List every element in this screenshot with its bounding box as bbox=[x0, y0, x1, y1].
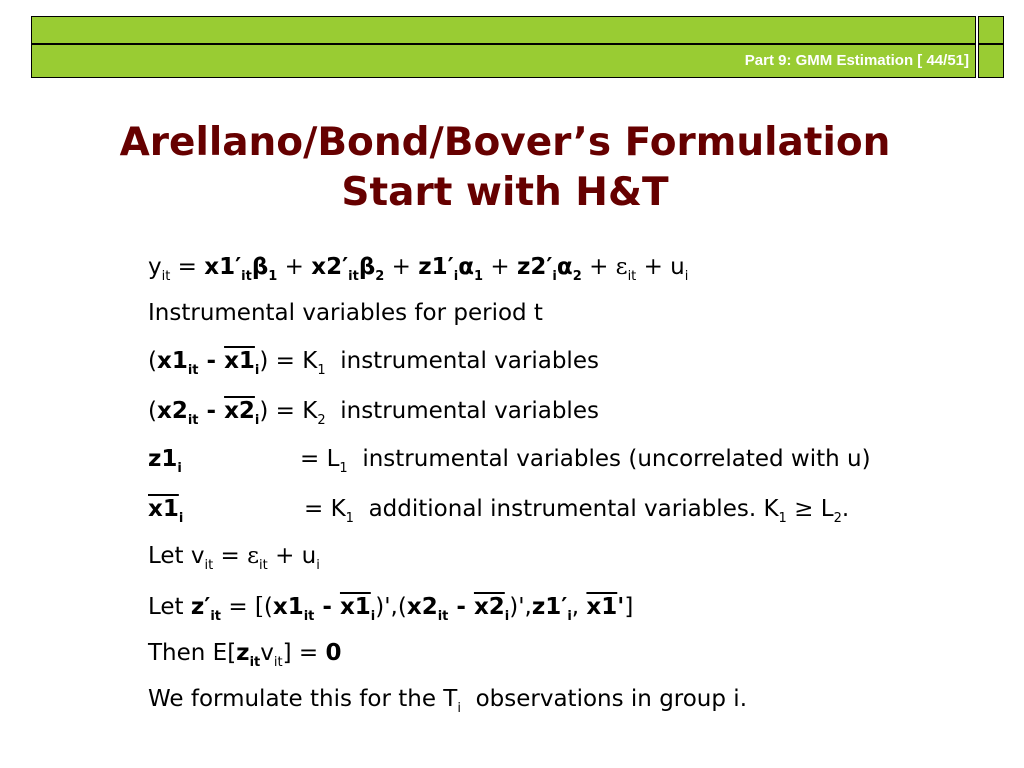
instrument-z1-line: $z1_i = L_1$ instrumental variables (uncorrelated with u) bbox=[148, 446, 871, 476]
l6-L: L bbox=[820, 496, 834, 522]
instrument-x1-line: $(x1_{it} - x1_i) = K_1$ instrumental variables bbox=[148, 348, 599, 378]
l6-sub: 1 bbox=[345, 511, 354, 526]
title-line-2: Start with H&T bbox=[341, 170, 669, 215]
let-v-line: Let $v_{it} = \varepsilon_{it} + u_i$ bbox=[148, 543, 320, 573]
l6-end: . bbox=[841, 496, 850, 522]
l3-rhs: ) = K bbox=[259, 348, 318, 374]
slide-title bbox=[0, 118, 1010, 218]
l5-text: instrumental variables (uncorrelated with u) bbox=[362, 446, 871, 472]
l4-text: instrumental variables bbox=[340, 398, 599, 424]
l6-text: additional instrumental variables. K bbox=[368, 496, 779, 522]
instrument-x1bar-line: $x1_i = K_1$ additional instrumental variables. $K_1 \ge L_2$. bbox=[148, 496, 850, 526]
l4-sub: 2 bbox=[317, 413, 326, 428]
group-observations-line bbox=[148, 684, 747, 724]
l3-text: instrumental variables bbox=[340, 348, 599, 374]
header-corner-square-top bbox=[978, 16, 1004, 44]
moment-condition-line: Then $E[z_{it}v_{it}] = 0$ bbox=[148, 640, 342, 670]
l6-k1: 1 bbox=[778, 511, 787, 526]
l6-l2: 2 bbox=[833, 511, 842, 526]
l10-b: observations in group i. bbox=[475, 686, 748, 712]
title-line-1: Arellano/Bond/Bover’s Formulation bbox=[119, 120, 891, 165]
l10-sub: i bbox=[457, 701, 461, 716]
l5-sub: 1 bbox=[339, 461, 348, 476]
slide-label: Part 9: GMM Estimation [ 44/51] bbox=[744, 52, 969, 69]
l3-sub: 1 bbox=[317, 363, 326, 378]
l10-a: We formulate this for the T bbox=[148, 686, 458, 712]
l7-let: Let v bbox=[148, 543, 205, 569]
instrument-x2-line: $(x2_{it} - x2_i) = K_2$ instrumental variables bbox=[148, 398, 599, 428]
l4-rhs: ) = K bbox=[259, 398, 318, 424]
header-bottom-bar bbox=[31, 44, 976, 78]
header-top-bar bbox=[31, 16, 976, 44]
l6-eq: = K bbox=[304, 496, 346, 522]
l6-ge: ≥ bbox=[794, 496, 814, 522]
l5-eq: = L bbox=[300, 446, 340, 472]
model-equation: $y_{it} = x1'_{it}\beta_1 + x2'_{it}\beta_2 + z1'_i\alpha_1 + z2'_i\alpha_2 + \varepsilon_{it} + u_i$ bbox=[148, 254, 689, 284]
l8-let: Let bbox=[148, 594, 184, 620]
header-corner-square-bottom bbox=[978, 44, 1004, 78]
instrument-heading: Instrumental variables for period t bbox=[148, 300, 543, 326]
l9-then: Then E[ bbox=[148, 640, 237, 666]
let-z-line: Let $z'_{it} = [(x1_{it} - x1_i)',(x2_{it} - x2_i)',z1'_i$, x1'] bbox=[148, 594, 634, 624]
